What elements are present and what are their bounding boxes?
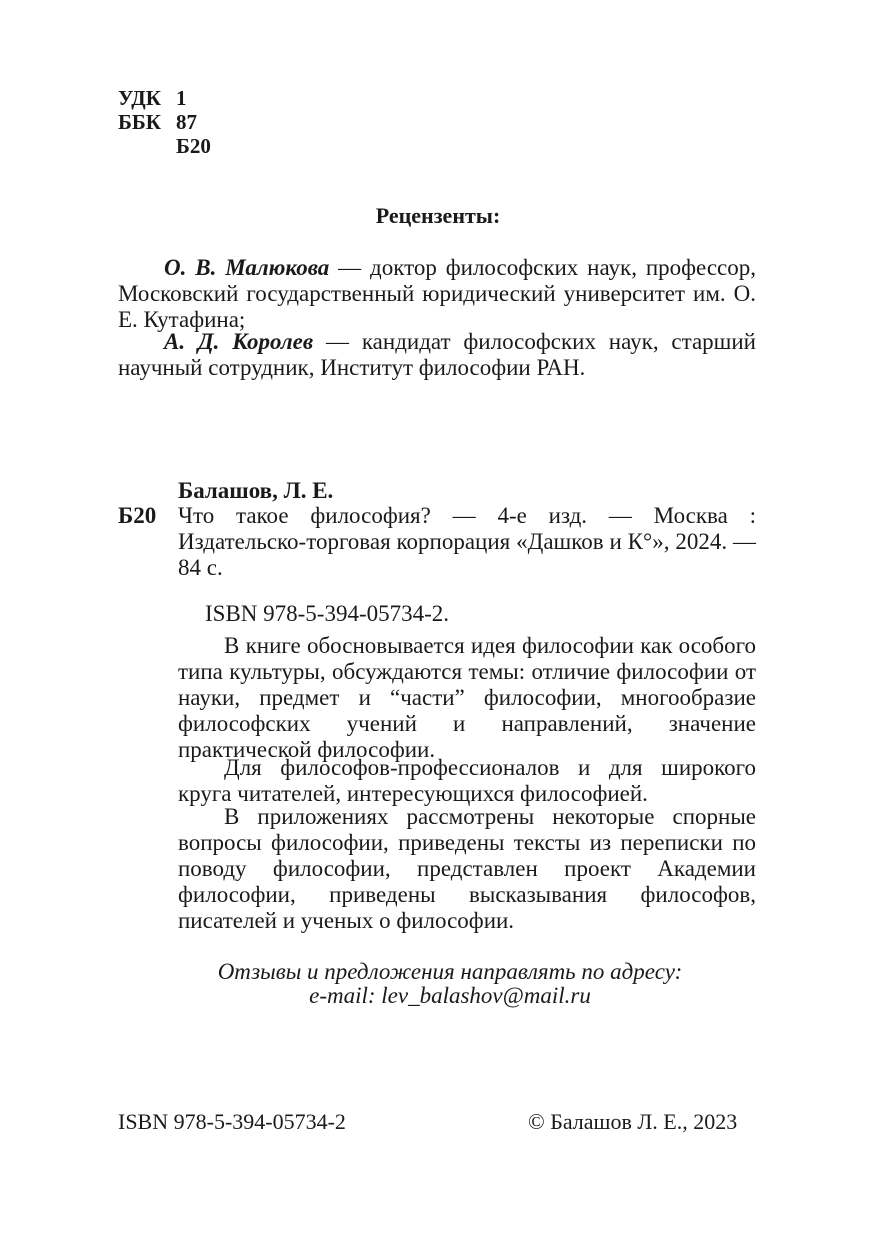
bbk-row [118,110,211,134]
reviewer-2 [118,329,756,381]
author-mark: Б20 [176,134,211,158]
bibliography-mark: Б20 [118,503,157,528]
book-author: Балашов, Л. Е. [178,478,334,503]
annotation-paragraph-2: Для философов-профессионалов и для широкого круга читателей, интересующихся философией. [178,755,756,806]
bibliography-description: Что такое философия? — 4-е изд. — Москва : Издательско-торговая корпорация «Дашков и К°», 2024. — 84 с. [178,503,756,580]
annotation-paragraph-3: В приложениях рассмотрены некоторые спорные вопросы философии, приведены тексты из переписки по поводу философии, представлен проект Академии философии, приведены высказывания философов, писателей и ученых о философии. [178,804,756,933]
reviewer-2-text: — кандидат философских наук, старший научный сотрудник, Институт философии РАН. [118,329,756,380]
reviewer-1 [118,255,756,333]
reviewer-1-text: — доктор философских наук, профессор, Московский государственный юридический университет им. О. Е. Кутафина; [118,255,756,332]
author-mark-row [118,134,211,158]
contact-email: e-mail: lev_balashov@mail.ru [309,983,591,1008]
udk-row [118,86,211,110]
contact-line-1: Отзывы и предложения направлять по адресу: [217,959,683,984]
udk-value: 1 [176,86,187,110]
bibliography-isbn: ISBN 978-5-394-05734-2. [205,601,450,626]
footer-isbn: ISBN 978-5-394-05734-2 [118,1109,346,1134]
reviewer-2-name: А. Д. Королев [164,329,314,354]
bbk-value: 87 [176,110,197,134]
footer-copyright: © Балашов Л. Е., 2023 [528,1109,738,1134]
reviewer-1-name: О. В. Малюкова [164,255,330,280]
bbk-label: ББК [118,110,161,134]
reviewers-heading: Рецензенты: [375,203,501,228]
classification-block [118,86,211,158]
udk-label: УДК [118,86,161,110]
annotation-paragraph-1: В книге обосновывается идея философии как особого типа культуры, обсуждаются темы: отличие философии от науки, предмет и “части” философии, многообразие философских учений и направлений, значение практической философии. [178,633,756,762]
